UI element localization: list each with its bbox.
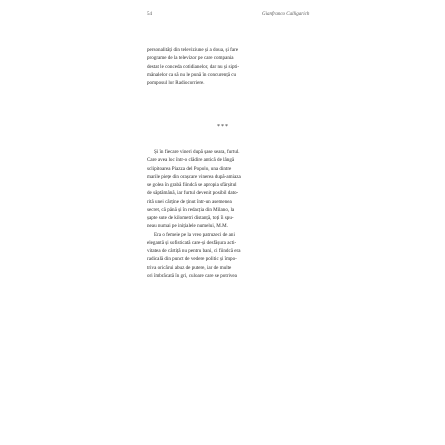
running-head — [0, 12, 445, 24]
text-line: destat le conceda cotidianelor, dar nu și sipti- — [147, 63, 240, 70]
text-line: radicală din punct de vedere politic și împo- — [147, 256, 237, 263]
text-line: șapte sute de kilometri distanță, toți îi spu- — [147, 215, 234, 221]
text-line: elegantă și sofisticată care-și desfășura acti- — [147, 239, 237, 246]
text-line: personalități din televiziune și a doua, și fare — [147, 47, 239, 53]
text-line: pomposul lor Radiocorriere. — [147, 80, 205, 86]
text-line: programe de la televizor pe care compania — [147, 55, 234, 62]
text-line: se golea în grabă fiindcă se apropia sfârșitul — [147, 182, 237, 188]
text-line: secret, că până și în redacția din Milano, la — [147, 206, 235, 213]
text-line: rită unei cărține de ținut într-un asemenea — [147, 198, 232, 205]
text-line: triva oricărui abuz de putere, iar de multe — [147, 264, 232, 271]
section-separator: *** — [217, 124, 229, 130]
text-line: ori îmbrăcată în gri, culoare care se potrivea — [147, 272, 237, 279]
page-number: 54 — [147, 12, 152, 17]
text-line: de săptămână, iar furtul devenit posibil dato- — [147, 190, 239, 197]
text-line: Care avea loc într-o clădire antică de lângă — [147, 157, 235, 164]
text-line: Era o femeie pe la vreo patruzeci de ani — [154, 231, 235, 238]
text-line: mânalelor ca să nu le pună în concurență cu — [147, 71, 237, 78]
running-head-author: Gianfranco Calligarich — [262, 12, 310, 17]
text-line: marile piețe din orașcare vinerea după-amiaza — [147, 173, 241, 180]
text-line: Și în fiecare vineri după șase seara, furtul. — [154, 149, 240, 155]
paragraph-section — [147, 148, 297, 280]
paragraph-continued — [147, 46, 297, 87]
text-line: sclipitoarea Piazza del Popolo, una dintre — [147, 165, 232, 172]
text-line: vitatea de cârtiță nu pentru bani, ci fiindcă era — [147, 248, 241, 254]
text-line: neau numai pe inițialele numelui, M.M. — [147, 223, 228, 230]
